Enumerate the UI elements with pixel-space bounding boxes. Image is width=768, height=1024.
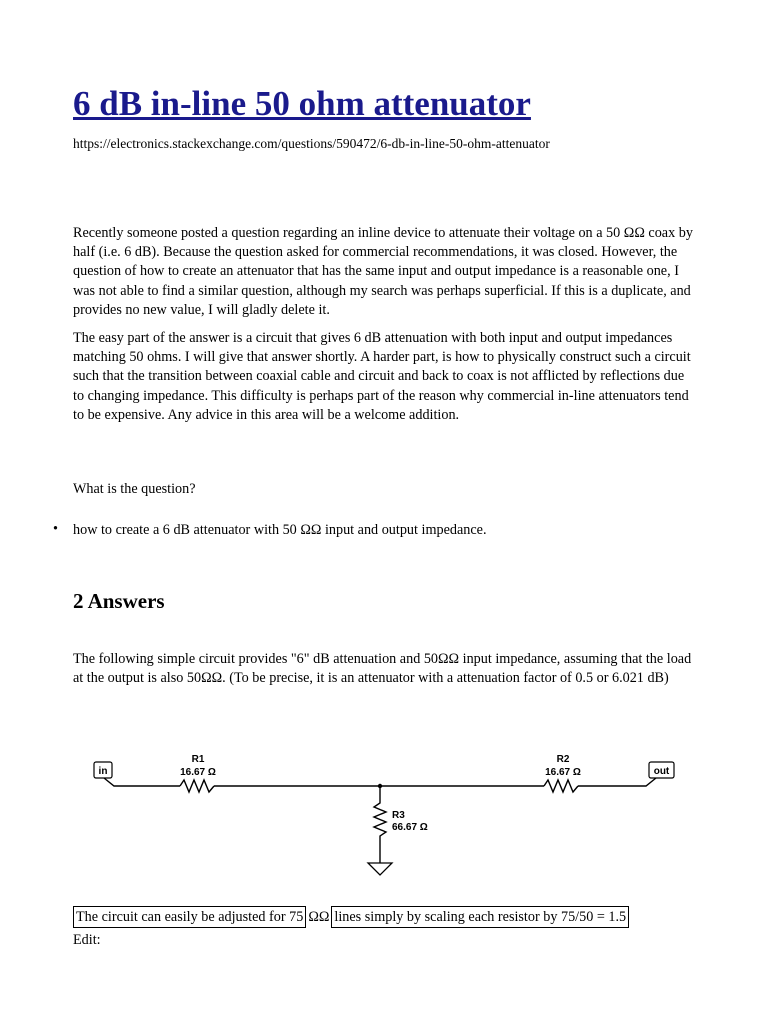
r1-name: R1 — [191, 754, 205, 765]
r3-name: R3 — [392, 810, 405, 821]
question-paragraph-3: What is the question? — [73, 481, 196, 497]
omega-symbol: ΩΩ — [308, 909, 330, 925]
out-label: out — [653, 766, 670, 777]
list-item: how to create a 6 dB attenuator with 50 ΩΩ input and output impedance. — [73, 522, 487, 538]
r1-value: 16.67 Ω — [180, 767, 216, 778]
edit-label: Edit: — [73, 932, 101, 948]
question-paragraph-2: The easy part of the answer is a circuit that gives 6 dB attenuation with both input and output impedances matching 50 ohms. I will give that answer shortly. A harder part, is how to physically construct such a circuit such that the transition between coaxial cable and circuit and back to coax is not afflicted by reflections due to changing impedance. This difficulty is perhaps part of the reason why commercial in-line attenuators tend to be expensive. Any advice in this area will be a welcome addition. — [73, 330, 691, 423]
wire-out — [578, 778, 656, 786]
answer-paragraph-1: The following simple circuit provides "6" dB attenuation and 50ΩΩ input impedance, assuming that the load at the output is also 50ΩΩ. (To be precise, it is an attenuator with a attenuation factor of 0.5 or 6.021 dB) — [73, 651, 692, 687]
circuit-diagram — [90, 748, 690, 880]
answer-adjust-line — [73, 906, 629, 928]
page-title[interactable]: 6 dB in-line 50 ohm attenuator — [73, 84, 531, 123]
in-label: in — [98, 766, 108, 777]
source-url: https://electronics.stackexchange.com/questions/590472/6-db-in-line-50-ohm-attenuator — [73, 136, 550, 151]
ground-symbol — [368, 863, 392, 875]
r3-value: 66.67 Ω — [392, 822, 428, 833]
r2-value: 16.67 Ω — [545, 767, 581, 778]
r2-resistor — [544, 780, 578, 792]
highlight-box-1: The circuit can easily be adjusted for 75 — [73, 906, 306, 928]
answers-heading: 2 Answers — [73, 589, 165, 613]
bullet-marker: • — [53, 521, 58, 537]
r1-resistor — [180, 780, 214, 792]
r3-resistor — [374, 786, 386, 863]
r2-name: R2 — [556, 754, 570, 765]
wire-in — [104, 778, 180, 786]
question-paragraph-1: Recently someone posted a question regarding an inline device to attenuate their voltage on a 50 ΩΩ coax by half (i.e. 6 dB). Because the question asked for commercial recommendations, it was closed. However, the question of how to create an attenuator that has the same input and output impedance is a reasonable one, I was not able to find a similar question, although my search was perhaps superficial. If this is a duplicate, and provides no new value, I will gladly delete it. — [73, 225, 693, 318]
highlight-box-2: lines simply by scaling each resistor by 75/50 = 1.5 — [331, 906, 629, 928]
